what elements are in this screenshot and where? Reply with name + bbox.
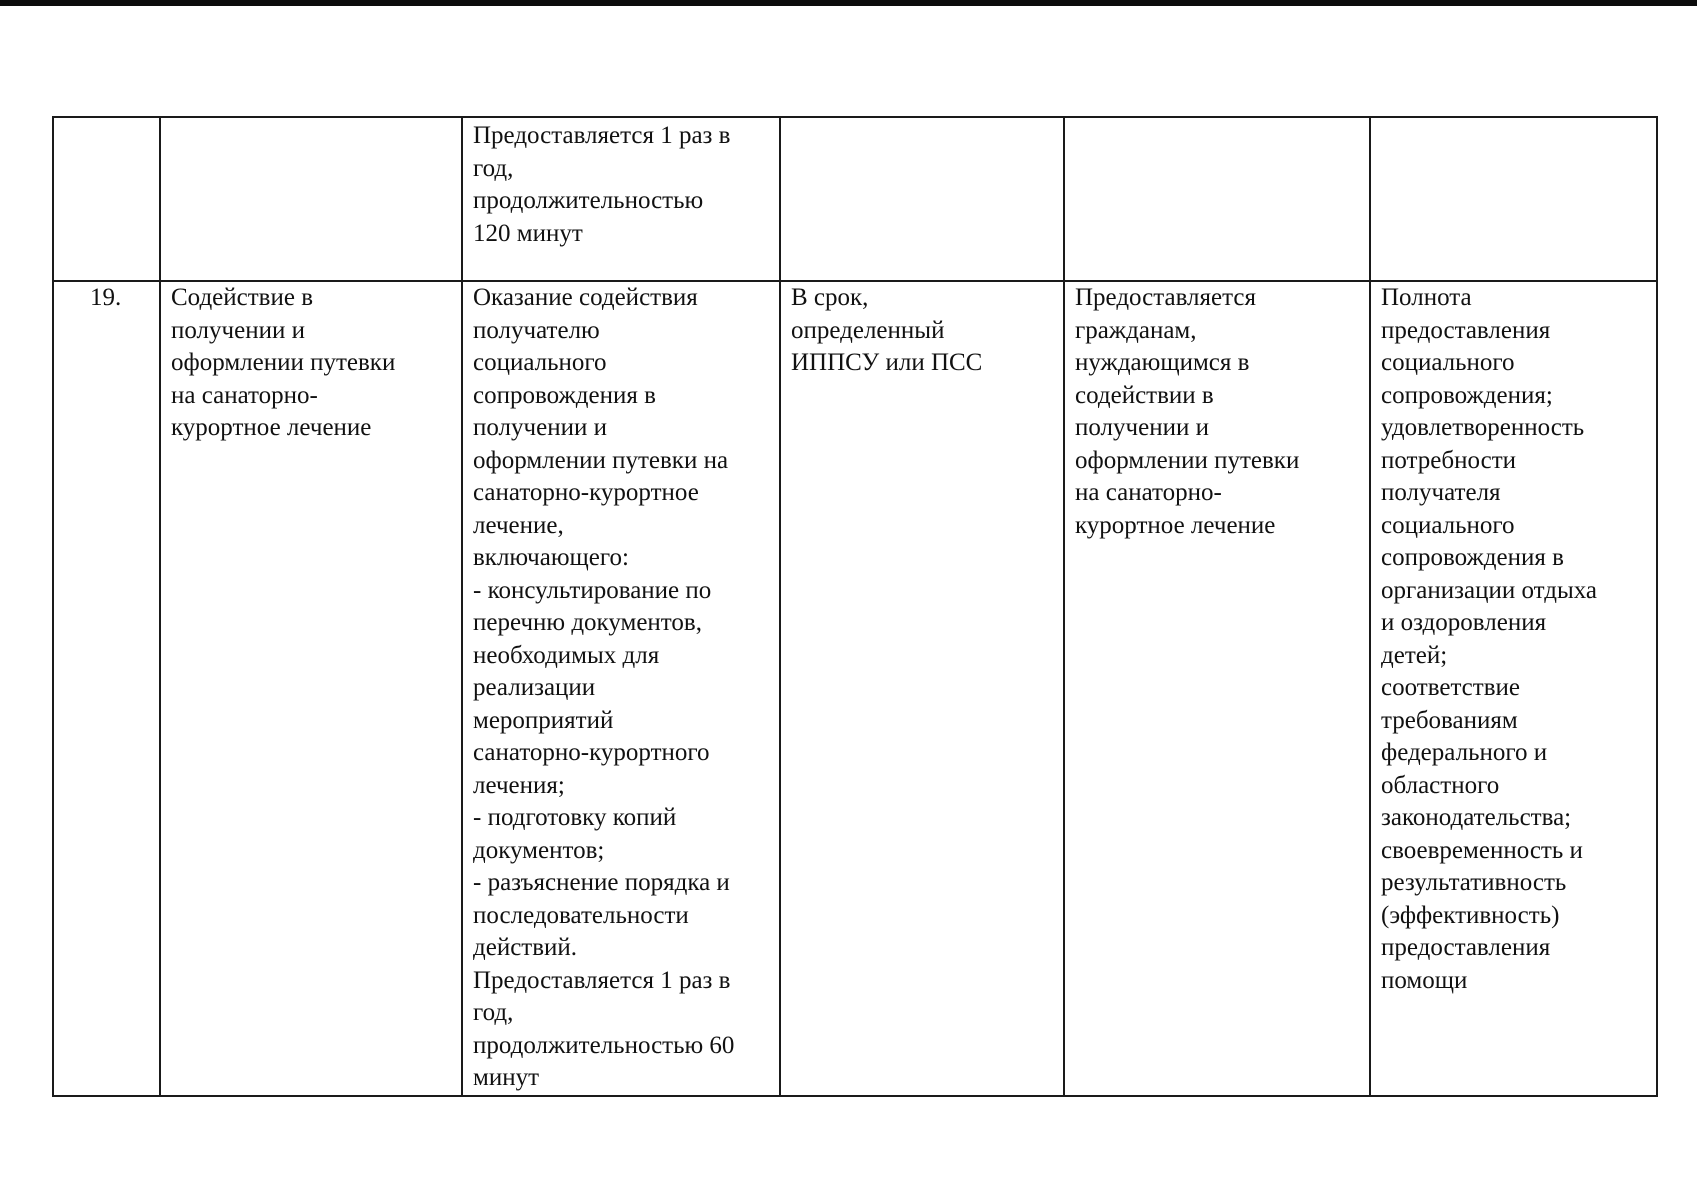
text-line: сопровождения в xyxy=(473,381,656,409)
text-line: федерального и xyxy=(1381,739,1548,766)
text-line: необходимых для xyxy=(473,641,660,669)
text-line: продолжительностью 60 xyxy=(473,1031,735,1059)
text-line: сопровождения; xyxy=(1381,381,1553,409)
text-line: социального xyxy=(473,349,607,376)
text-line: - разъяснение порядка и xyxy=(473,869,730,896)
text-line: документов; xyxy=(473,836,605,864)
text-line: организации отдыха xyxy=(1381,576,1598,604)
text-line: нуждающимся в xyxy=(1075,349,1250,376)
table-row-continued xyxy=(53,117,1657,281)
cell-number: 19. xyxy=(53,281,160,1096)
text-line: Содействие в xyxy=(171,284,314,311)
cell-service-description xyxy=(462,117,780,281)
cell-service-description xyxy=(462,281,780,1096)
text-line: и оздоровления xyxy=(1381,609,1547,636)
text-line: определенный xyxy=(791,316,945,344)
text-line: последовательности xyxy=(473,901,689,929)
text-line: потребности xyxy=(1381,446,1516,474)
text-line: помощи xyxy=(1381,966,1468,994)
text-line: социального xyxy=(1381,511,1515,539)
text-line: соответствие xyxy=(1381,674,1520,701)
text-line: получателю xyxy=(473,316,600,344)
text-line: год, xyxy=(473,999,514,1026)
text-line: - подготовку копий xyxy=(473,804,677,831)
cell-term xyxy=(780,117,1064,281)
text-line: включающего: xyxy=(473,544,629,571)
text-line: действий. xyxy=(473,934,578,961)
text-line: на санаторно- xyxy=(1075,479,1222,506)
text-line: ИППСУ или ПСС xyxy=(791,349,983,376)
text-line: продолжительностью xyxy=(473,187,704,214)
text-line: Оказание содействия xyxy=(473,284,698,311)
text-line: - консультирование по xyxy=(473,576,712,604)
text-line: областного xyxy=(1381,771,1500,799)
text-line: получении и xyxy=(171,316,305,344)
cell-term xyxy=(780,281,1064,1096)
text-line: детей; xyxy=(1381,641,1448,669)
text-line: удовлетворенность xyxy=(1381,414,1585,441)
services-table xyxy=(52,116,1658,1097)
text-line: на санаторно- xyxy=(171,381,318,409)
text-line: год, xyxy=(473,154,514,182)
text-line: оформлении путевки на xyxy=(473,446,729,474)
cell-quality-criteria xyxy=(1370,281,1657,1096)
text-line: Полнота xyxy=(1381,284,1472,311)
cell-service-name xyxy=(160,117,462,281)
cell-service-name xyxy=(160,281,462,1096)
text-line: получении и xyxy=(1075,414,1209,441)
text-line: В срок, xyxy=(791,284,869,311)
text-line: сопровождения в xyxy=(1381,544,1564,571)
text-line: курортное лечение xyxy=(171,414,372,441)
text-line: курортное лечение xyxy=(1075,511,1276,539)
text-line: требованиям xyxy=(1381,706,1518,734)
cell-conditions xyxy=(1064,117,1370,281)
text-line: результативность xyxy=(1381,869,1567,896)
text-line: 120 минут xyxy=(473,219,583,247)
page-top-border xyxy=(0,0,1697,6)
text-line: оформлении путевки xyxy=(171,349,396,376)
text-line: Предоставляется xyxy=(1075,284,1256,311)
cell-number xyxy=(53,117,160,281)
text-line: Предоставляется 1 раз в xyxy=(473,966,731,994)
text-line: перечню документов, xyxy=(473,609,702,636)
text-line: получении и xyxy=(473,414,607,441)
text-line: лечение, xyxy=(473,511,564,539)
text-line: предоставления xyxy=(1381,934,1551,961)
text-line: реализации xyxy=(473,674,596,701)
text-line: санаторно-курортное xyxy=(473,479,699,506)
text-line: своевременность и xyxy=(1381,836,1583,864)
text-line: санаторно-курортного xyxy=(473,739,710,766)
text-line: лечения; xyxy=(473,771,565,799)
text-line: (эффективность) xyxy=(1381,901,1560,929)
text-line: содействии в xyxy=(1075,381,1214,409)
text-line: гражданам, xyxy=(1075,316,1197,344)
text-line: мероприятий xyxy=(473,706,614,734)
text-line: законодательства; xyxy=(1381,804,1572,831)
text-line: Предоставляется 1 раз в xyxy=(473,122,731,149)
text-line: предоставления xyxy=(1381,316,1551,344)
text-line: социального xyxy=(1381,349,1515,376)
text-line: минут xyxy=(473,1064,540,1091)
cell-quality-criteria xyxy=(1370,117,1657,281)
text-line: получателя xyxy=(1381,479,1501,506)
text-line: оформлении путевки xyxy=(1075,446,1300,474)
cell-conditions xyxy=(1064,281,1370,1096)
table-row-19 xyxy=(53,281,1657,1096)
